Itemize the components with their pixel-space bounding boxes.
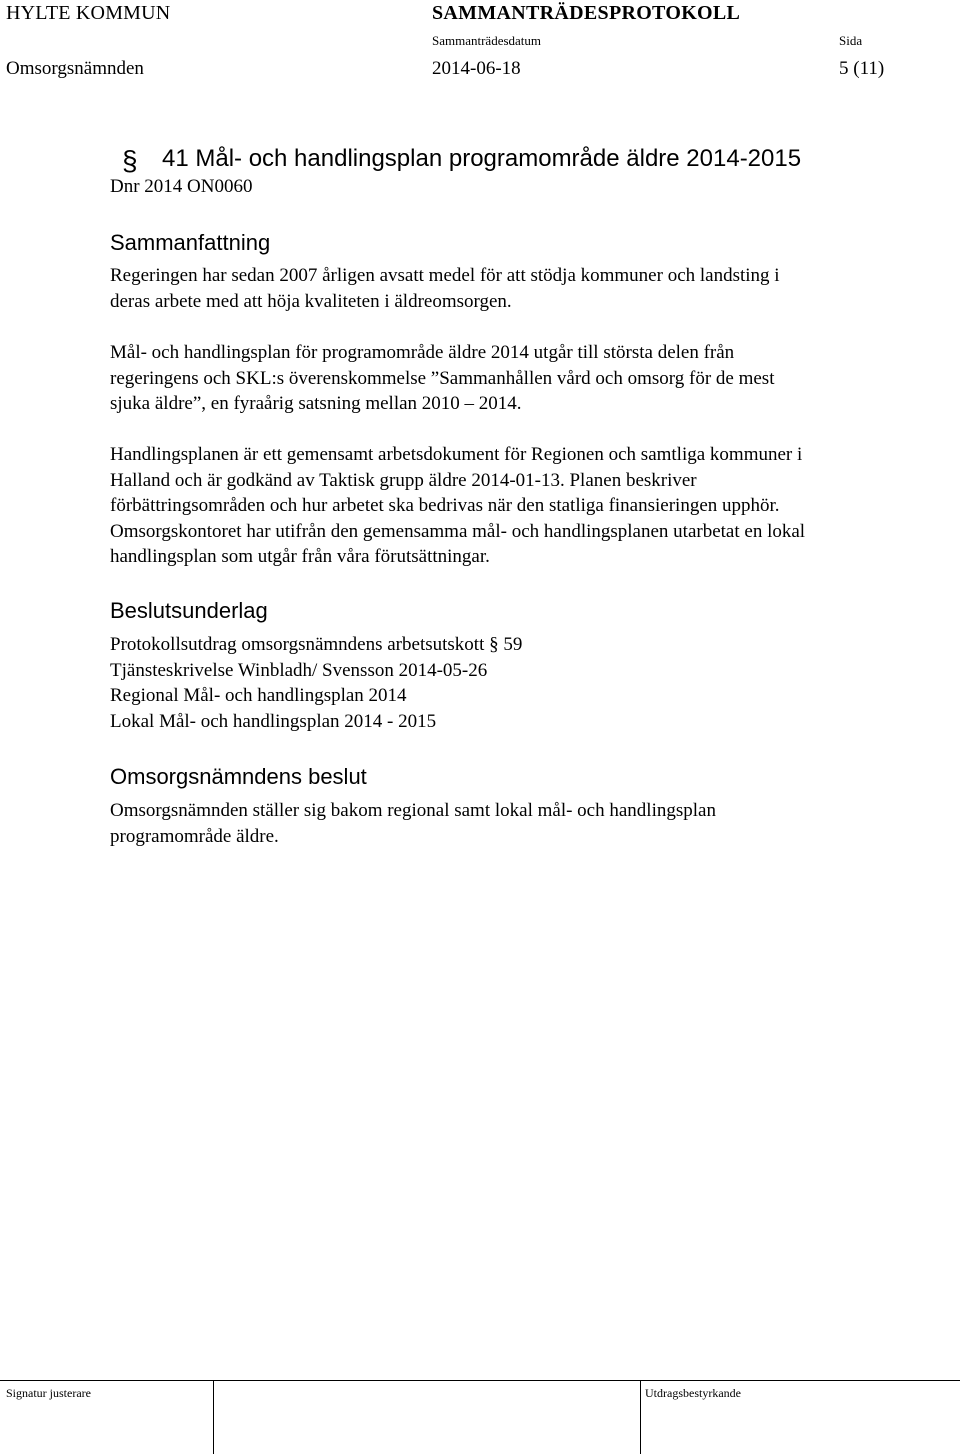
signature-label: Signatur justerare: [6, 1386, 91, 1400]
summary-paragraph-1: [110, 263, 940, 314]
document-type: SAMMANTRÄDESPROTOKOLL: [432, 2, 741, 24]
decision-heading: Omsorgsnämndens beslut: [110, 764, 367, 789]
summary-paragraph-2: [110, 340, 940, 417]
item-title: 41 Mål- och handlingsplan programområde äldre 2014-2015: [162, 145, 802, 172]
text-line: Handlingsplanen är ett gemensamt arbetsdokument för Regionen och samtliga kommuner i: [110, 444, 803, 465]
list-item: Regional Mål- och handlingsplan 2014: [110, 685, 407, 706]
list-item: Tjänsteskrivelse Winbladh/ Svensson 2014-05-26: [110, 659, 488, 681]
text-line: Omsorgskontoret har utifrån den gemensamma mål- och handlingsplanen utarbetat en lokal: [110, 520, 806, 542]
summary-heading: Sammanfattning: [110, 230, 271, 255]
text-line: deras arbete med att höja kvaliteten i äldreomsorgen.: [110, 290, 512, 312]
list-item: Lokal Mål- och handlingsplan 2014 - 2015: [110, 710, 437, 732]
footer-divider: [213, 1380, 214, 1454]
page-label: Sida: [839, 33, 863, 48]
text-line: programområde äldre.: [110, 825, 279, 847]
footer-rule: [0, 1380, 960, 1381]
date-label: Sammanträdesdatum: [432, 33, 542, 48]
board-name: Omsorgsnämnden: [6, 58, 144, 79]
organization-name: HYLTE KOMMUN: [6, 2, 171, 24]
text-line: förbättringsområden och hur arbetet ska bedrivas när den statliga finansieringen upphör.: [110, 495, 780, 516]
section-mark: §: [122, 145, 138, 176]
text-line: Halland och är godkänd av Taktisk grupp äldre 2014-01-13. Planen beskriver: [110, 469, 697, 491]
text-line: Mål- och handlingsplan för programområde äldre 2014 utgår till största delen från: [110, 342, 735, 363]
text-line: Omsorgsnämnden ställer sig bakom regional samt lokal mål- och handlingsplan: [110, 800, 716, 821]
text-line: Regeringen har sedan 2007 årligen avsatt medel för att stödja kommuner och landsting i: [110, 265, 780, 286]
basis-heading: Beslutsunderlag: [110, 598, 268, 623]
meeting-date: 2014-06-18: [432, 58, 521, 79]
decision-text: [110, 798, 940, 849]
footer-divider: [640, 1380, 641, 1454]
text-line: sjuka äldre”, en fyraårig satsning mellan 2010 – 2014.: [110, 393, 522, 414]
summary-paragraph-3: [110, 442, 940, 570]
text-line: handlingsplan som utgår från våra förutsättningar.: [110, 546, 490, 567]
extract-certification-label: Utdragsbestyrkande: [645, 1386, 741, 1400]
basis-list: [110, 632, 940, 734]
page-number: 5 (11): [839, 58, 885, 79]
list-item: Protokollsutdrag omsorgsnämndens arbetsutskott § 59: [110, 634, 523, 655]
text-line: regeringens och SKL:s överenskommelse ”Sammanhållen vård och omsorg för de mest: [110, 367, 775, 389]
case-number: Dnr 2014 ON0060: [110, 176, 253, 197]
